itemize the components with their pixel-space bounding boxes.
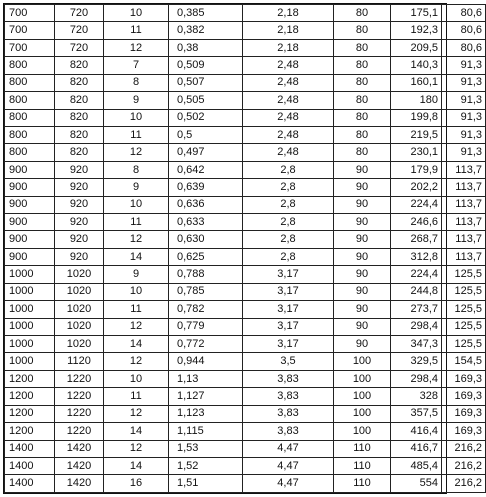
table-cell: 1000 xyxy=(5,301,55,318)
table-cell: 175,1 xyxy=(391,5,442,22)
table-cell: 125,5 xyxy=(442,336,486,353)
table-cell: 1200 xyxy=(5,370,55,387)
table-cell: 154,5 xyxy=(442,353,486,370)
table-cell: 298,4 xyxy=(391,370,442,387)
table-cell: 14 xyxy=(104,248,169,265)
table-cell: 11 xyxy=(104,126,169,143)
table-cell: 10 xyxy=(104,196,169,213)
table-cell: 91,3 xyxy=(442,109,486,126)
table-cell: 820 xyxy=(55,126,104,143)
table-cell: 9 xyxy=(104,266,169,283)
table-cell: 1,115 xyxy=(169,423,243,440)
table-cell: 91,3 xyxy=(442,126,486,143)
table-cell: 80 xyxy=(334,126,391,143)
table-cell: 1,52 xyxy=(169,457,243,474)
table-cell: 180 xyxy=(391,92,442,109)
table-cell: 2,48 xyxy=(243,109,334,126)
table-cell: 224,4 xyxy=(391,266,442,283)
table-cell: 202,2 xyxy=(391,179,442,196)
table-cell: 1000 xyxy=(5,283,55,300)
table-cell: 0,633 xyxy=(169,214,243,231)
table-cell: 80 xyxy=(334,144,391,161)
table-cell: 113,7 xyxy=(442,196,486,213)
table-cell: 1020 xyxy=(55,266,104,283)
table-row xyxy=(5,126,486,143)
table-cell: 2,18 xyxy=(243,39,334,56)
table-cell: 347,3 xyxy=(391,336,442,353)
table-cell: 224,4 xyxy=(391,196,442,213)
table-cell: 12 xyxy=(104,405,169,422)
table-cell: 900 xyxy=(5,248,55,265)
table-cell: 113,7 xyxy=(442,214,486,231)
table-cell: 11 xyxy=(104,214,169,231)
table-cell: 10 xyxy=(104,283,169,300)
table-cell: 1000 xyxy=(5,318,55,335)
table-cell: 100 xyxy=(334,353,391,370)
table-cell: 720 xyxy=(55,5,104,22)
table-cell: 2,48 xyxy=(243,92,334,109)
table-cell: 2,48 xyxy=(243,57,334,74)
table-cell: 800 xyxy=(5,92,55,109)
table-cell: 485,4 xyxy=(391,457,442,474)
table-cell: 12 xyxy=(104,144,169,161)
table-cell: 2,48 xyxy=(243,74,334,91)
table-cell: 90 xyxy=(334,196,391,213)
table-cell: 169,3 xyxy=(442,405,486,422)
table-cell: 0,38 xyxy=(169,39,243,56)
table-cell: 169,3 xyxy=(442,370,486,387)
table-cell: 80,6 xyxy=(442,22,486,39)
table-cell: 329,5 xyxy=(391,353,442,370)
table-cell: 113,7 xyxy=(442,231,486,248)
table-cell: 820 xyxy=(55,144,104,161)
table-cell: 2,18 xyxy=(243,5,334,22)
table-cell: 2,8 xyxy=(243,248,334,265)
table-cell: 1400 xyxy=(5,440,55,457)
table-cell: 1400 xyxy=(5,457,55,474)
table-row xyxy=(5,109,486,126)
table-cell: 820 xyxy=(55,92,104,109)
table-row xyxy=(5,179,486,196)
table-row xyxy=(5,214,486,231)
table-cell: 80 xyxy=(334,74,391,91)
table-cell: 113,7 xyxy=(442,161,486,178)
table-cell: 0,772 xyxy=(169,336,243,353)
table-cell: 1400 xyxy=(5,475,55,493)
table-cell: 90 xyxy=(334,283,391,300)
table-row xyxy=(5,318,486,335)
table-cell: 920 xyxy=(55,179,104,196)
table-cell: 199,8 xyxy=(391,109,442,126)
table-cell: 554 xyxy=(391,475,442,493)
table-cell: 100 xyxy=(334,388,391,405)
table-cell: 3,83 xyxy=(243,423,334,440)
table-cell: 100 xyxy=(334,405,391,422)
table-cell: 4,47 xyxy=(243,475,334,493)
table-cell: 0,502 xyxy=(169,109,243,126)
table-row xyxy=(5,196,486,213)
table-cell: 1420 xyxy=(55,457,104,474)
table-cell: 169,3 xyxy=(442,423,486,440)
table-cell: 12 xyxy=(104,353,169,370)
table-cell: 100 xyxy=(334,423,391,440)
table-cell: 10 xyxy=(104,370,169,387)
table-cell: 179,9 xyxy=(391,161,442,178)
table-row xyxy=(5,283,486,300)
table-cell: 1000 xyxy=(5,266,55,283)
table-cell: 80 xyxy=(334,57,391,74)
table-cell: 3,83 xyxy=(243,405,334,422)
table-cell: 125,5 xyxy=(442,266,486,283)
table-cell: 920 xyxy=(55,231,104,248)
table-cell: 2,8 xyxy=(243,231,334,248)
table-cell: 100 xyxy=(334,370,391,387)
table-cell: 268,7 xyxy=(391,231,442,248)
table-cell: 90 xyxy=(334,301,391,318)
table-cell: 800 xyxy=(5,109,55,126)
table-cell: 820 xyxy=(55,57,104,74)
table-row xyxy=(5,475,486,493)
table-cell: 1,123 xyxy=(169,405,243,422)
table-cell: 125,5 xyxy=(442,318,486,335)
table-cell: 110 xyxy=(334,475,391,493)
table-cell: 219,5 xyxy=(391,126,442,143)
table-row xyxy=(5,22,486,39)
table-cell: 14 xyxy=(104,336,169,353)
table-cell: 1220 xyxy=(55,405,104,422)
table-cell: 900 xyxy=(5,161,55,178)
table-cell: 7 xyxy=(104,57,169,74)
table-cell: 1020 xyxy=(55,318,104,335)
table-cell: 700 xyxy=(5,5,55,22)
table-cell: 14 xyxy=(104,457,169,474)
table-cell: 90 xyxy=(334,266,391,283)
table-cell: 1200 xyxy=(5,423,55,440)
table-row xyxy=(5,336,486,353)
table-cell: 90 xyxy=(334,231,391,248)
table-row xyxy=(5,161,486,178)
table-cell: 920 xyxy=(55,196,104,213)
table-row xyxy=(5,301,486,318)
table-cell: 169,3 xyxy=(442,388,486,405)
table-cell: 357,5 xyxy=(391,405,442,422)
table-cell: 192,3 xyxy=(391,22,442,39)
table-cell: 4,47 xyxy=(243,440,334,457)
table-cell: 8 xyxy=(104,161,169,178)
table-cell: 416,4 xyxy=(391,423,442,440)
table-cell: 1020 xyxy=(55,283,104,300)
table-cell: 0,497 xyxy=(169,144,243,161)
table-row xyxy=(5,440,486,457)
table-cell: 90 xyxy=(334,161,391,178)
table-cell: 0,788 xyxy=(169,266,243,283)
table-cell: 820 xyxy=(55,109,104,126)
table-cell: 0,639 xyxy=(169,179,243,196)
table-cell: 720 xyxy=(55,22,104,39)
table-cell: 900 xyxy=(5,179,55,196)
table-row xyxy=(5,74,486,91)
table-cell: 80,6 xyxy=(442,39,486,56)
table-cell: 125,5 xyxy=(442,301,486,318)
table-cell: 1420 xyxy=(55,475,104,493)
table-cell: 0,507 xyxy=(169,74,243,91)
table-cell: 920 xyxy=(55,161,104,178)
data-table-sheet xyxy=(3,3,482,494)
table-cell: 12 xyxy=(104,231,169,248)
table-cell: 800 xyxy=(5,74,55,91)
table-cell: 91,3 xyxy=(442,144,486,161)
table-cell: 125,5 xyxy=(442,283,486,300)
table-cell: 0,642 xyxy=(169,161,243,178)
table-cell: 0,636 xyxy=(169,196,243,213)
table-cell: 328 xyxy=(391,388,442,405)
table-cell: 2,48 xyxy=(243,144,334,161)
table-row xyxy=(5,423,486,440)
table-cell: 0,779 xyxy=(169,318,243,335)
table-cell: 3,83 xyxy=(243,388,334,405)
table-cell: 700 xyxy=(5,39,55,56)
table-cell: 4,47 xyxy=(243,457,334,474)
table-cell: 3,83 xyxy=(243,370,334,387)
table-body xyxy=(5,5,486,493)
table-cell: 11 xyxy=(104,388,169,405)
table-cell: 2,18 xyxy=(243,22,334,39)
table-cell: 160,1 xyxy=(391,74,442,91)
table-cell: 110 xyxy=(334,457,391,474)
table-cell: 0,5 xyxy=(169,126,243,143)
table-row xyxy=(5,353,486,370)
table-cell: 90 xyxy=(334,248,391,265)
table-cell: 273,7 xyxy=(391,301,442,318)
table-cell: 800 xyxy=(5,57,55,74)
table-cell: 10 xyxy=(104,5,169,22)
table-cell: 920 xyxy=(55,214,104,231)
table-cell: 80 xyxy=(334,109,391,126)
table-cell: 90 xyxy=(334,214,391,231)
table-cell: 3,17 xyxy=(243,266,334,283)
table-cell: 90 xyxy=(334,336,391,353)
table-cell: 91,3 xyxy=(442,74,486,91)
data-table xyxy=(4,4,486,493)
table-cell: 720 xyxy=(55,39,104,56)
table-cell: 1,13 xyxy=(169,370,243,387)
table-cell: 140,3 xyxy=(391,57,442,74)
table-cell: 1,127 xyxy=(169,388,243,405)
table-cell: 3,5 xyxy=(243,353,334,370)
table-cell: 80 xyxy=(334,39,391,56)
table-cell: 80 xyxy=(334,5,391,22)
table-cell: 0,509 xyxy=(169,57,243,74)
table-cell: 90 xyxy=(334,318,391,335)
table-cell: 2,8 xyxy=(243,179,334,196)
table-cell: 91,3 xyxy=(442,57,486,74)
table-cell: 1000 xyxy=(5,353,55,370)
table-cell: 800 xyxy=(5,144,55,161)
table-cell: 1,51 xyxy=(169,475,243,493)
table-cell: 9 xyxy=(104,179,169,196)
table-cell: 80 xyxy=(334,92,391,109)
table-row xyxy=(5,405,486,422)
table-cell: 0,625 xyxy=(169,248,243,265)
table-cell: 1020 xyxy=(55,336,104,353)
table-cell: 2,8 xyxy=(243,214,334,231)
table-cell: 2,8 xyxy=(243,161,334,178)
table-cell: 216,2 xyxy=(442,457,486,474)
table-row xyxy=(5,370,486,387)
table-cell: 0,382 xyxy=(169,22,243,39)
table-cell: 0,782 xyxy=(169,301,243,318)
table-cell: 700 xyxy=(5,22,55,39)
table-row xyxy=(5,5,486,22)
table-row xyxy=(5,144,486,161)
table-row xyxy=(5,266,486,283)
table-cell: 90 xyxy=(334,179,391,196)
table-cell: 113,7 xyxy=(442,248,486,265)
table-cell: 216,2 xyxy=(442,475,486,493)
table-cell: 820 xyxy=(55,74,104,91)
table-cell: 12 xyxy=(104,440,169,457)
table-cell: 3,17 xyxy=(243,336,334,353)
table-cell: 312,8 xyxy=(391,248,442,265)
table-cell: 1000 xyxy=(5,336,55,353)
table-cell: 9 xyxy=(104,92,169,109)
table-row xyxy=(5,248,486,265)
table-cell: 3,17 xyxy=(243,301,334,318)
table-cell: 1020 xyxy=(55,301,104,318)
table-cell: 8 xyxy=(104,74,169,91)
table-cell: 91,3 xyxy=(442,92,486,109)
table-cell: 1220 xyxy=(55,388,104,405)
table-cell: 113,7 xyxy=(442,179,486,196)
table-cell: 0,944 xyxy=(169,353,243,370)
table-cell: 2,48 xyxy=(243,126,334,143)
table-cell: 298,4 xyxy=(391,318,442,335)
table-row xyxy=(5,231,486,248)
table-cell: 230,1 xyxy=(391,144,442,161)
table-cell: 216,2 xyxy=(442,440,486,457)
table-cell: 1200 xyxy=(5,388,55,405)
table-cell: 2,8 xyxy=(243,196,334,213)
table-cell: 416,7 xyxy=(391,440,442,457)
table-cell: 1420 xyxy=(55,440,104,457)
table-cell: 900 xyxy=(5,196,55,213)
table-cell: 1,53 xyxy=(169,440,243,457)
table-cell: 11 xyxy=(104,301,169,318)
table-cell: 11 xyxy=(104,22,169,39)
table-cell: 80 xyxy=(334,22,391,39)
table-cell: 1120 xyxy=(55,353,104,370)
table-row xyxy=(5,388,486,405)
table-cell: 3,17 xyxy=(243,318,334,335)
table-cell: 12 xyxy=(104,39,169,56)
table-cell: 1220 xyxy=(55,370,104,387)
table-row xyxy=(5,92,486,109)
table-cell: 920 xyxy=(55,248,104,265)
table-row xyxy=(5,57,486,74)
table-cell: 900 xyxy=(5,214,55,231)
table-cell: 246,6 xyxy=(391,214,442,231)
table-cell: 10 xyxy=(104,109,169,126)
table-cell: 800 xyxy=(5,126,55,143)
table-row xyxy=(5,39,486,56)
table-cell: 1200 xyxy=(5,405,55,422)
table-cell: 0,785 xyxy=(169,283,243,300)
table-row xyxy=(5,457,486,474)
table-cell: 0,630 xyxy=(169,231,243,248)
table-cell: 16 xyxy=(104,475,169,493)
table-cell: 0,505 xyxy=(169,92,243,109)
table-cell: 900 xyxy=(5,231,55,248)
table-cell: 244,8 xyxy=(391,283,442,300)
table-cell: 110 xyxy=(334,440,391,457)
table-cell: 12 xyxy=(104,318,169,335)
table-cell: 80,6 xyxy=(442,5,486,22)
table-cell: 3,17 xyxy=(243,283,334,300)
table-cell: 0,385 xyxy=(169,5,243,22)
table-cell: 209,5 xyxy=(391,39,442,56)
table-cell: 1220 xyxy=(55,423,104,440)
table-cell: 14 xyxy=(104,423,169,440)
